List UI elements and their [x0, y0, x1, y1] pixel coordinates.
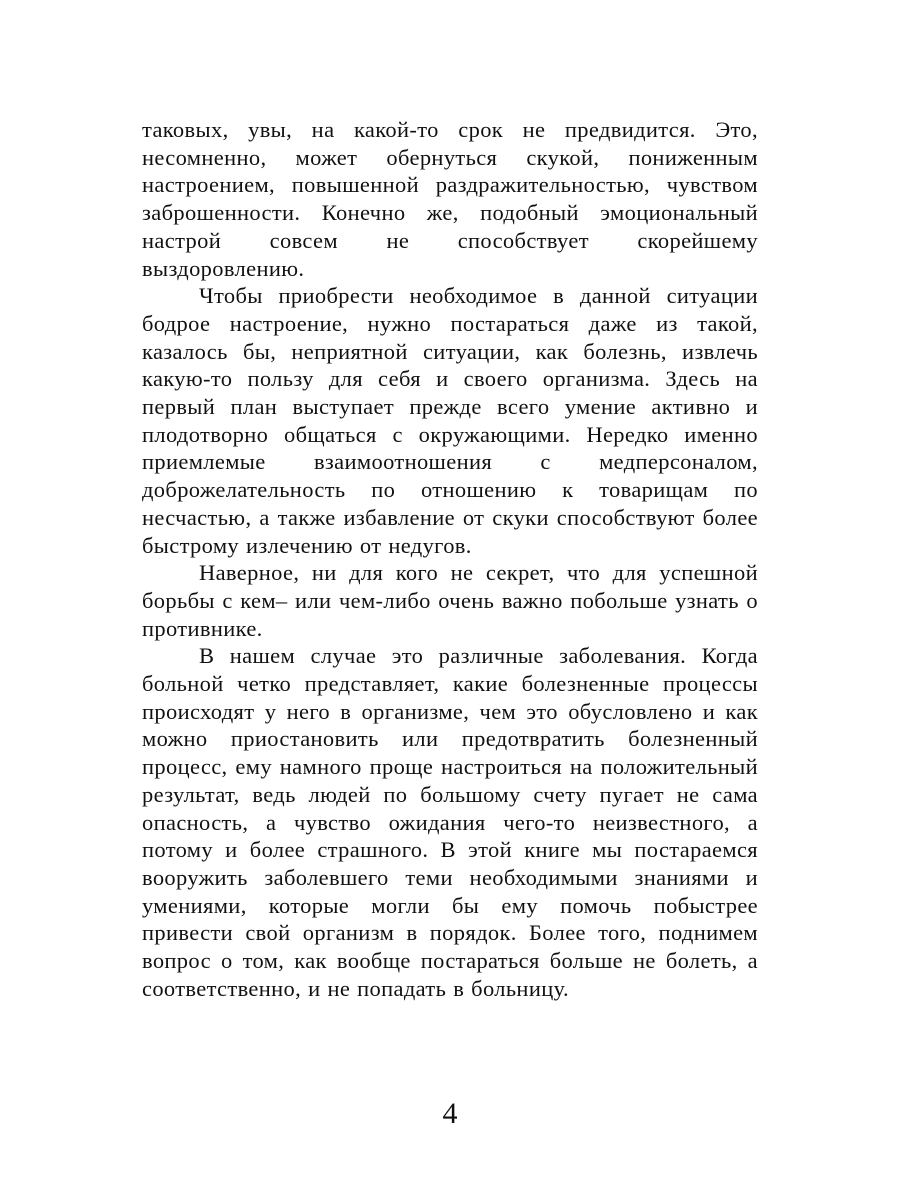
- paragraph-diseases: В нашем случае это различные заболевания. Когда больной четко представляет, какие болезненные процессы происходят у него в организме, чем это обусловлено и как можно приостановить или предотвратить болезненный процесс, ему намного проще настроиться на положительный результат, ведь людей по большому счету пугает не сама опасность, а чувство ожидания чего-то неизвестного, а потому и более страшного. В этой книге мы постараемся вооружить заболевшего теми необходимыми знаниями и умениями, которые могли бы ему помочь побыстрее привести свой организм в порядок. Более того, поднимем вопрос о том, как вообще постараться больше не болеть, а соответственно, и не попадать в больницу.: [142, 643, 758, 1001]
- paragraph-know-opponent: Наверное, ни для кого не секрет, что для успешной борьбы с кем– или чем-либо очень важно побольше узнать о противнике.: [142, 560, 758, 641]
- paragraph-continuation: таковых, увы, на какой-то срок не предвидится. Это, несомненно, может обернуться скукой, пониженным настроением, повышенной раздражительностью, чувством заброшенности. Конечно же, подобный эмоциональный настрой совсем не способствует скорейшему выздоровлению.: [142, 117, 758, 281]
- page-body: [142, 116, 758, 1003]
- page-number: 4: [442, 1097, 458, 1130]
- paragraph-cheerful-mood: Чтобы приобрести необходимое в данной ситуации бодрое настроение, нужно постараться даже из такой, казалось бы, неприятной ситуации, как болезнь, извлечь какую-то пользу для себя и своего организма. Здесь на первый план выступает прежде всего умение активно и плодотворно общаться с окружающими. Нередко именно приемлемые взаимоотношения с медперсоналом, доброжелательность по отношению к товарищам по несчастью, а также избавление от скуки способствуют более быстрому излечению от недугов.: [142, 283, 758, 558]
